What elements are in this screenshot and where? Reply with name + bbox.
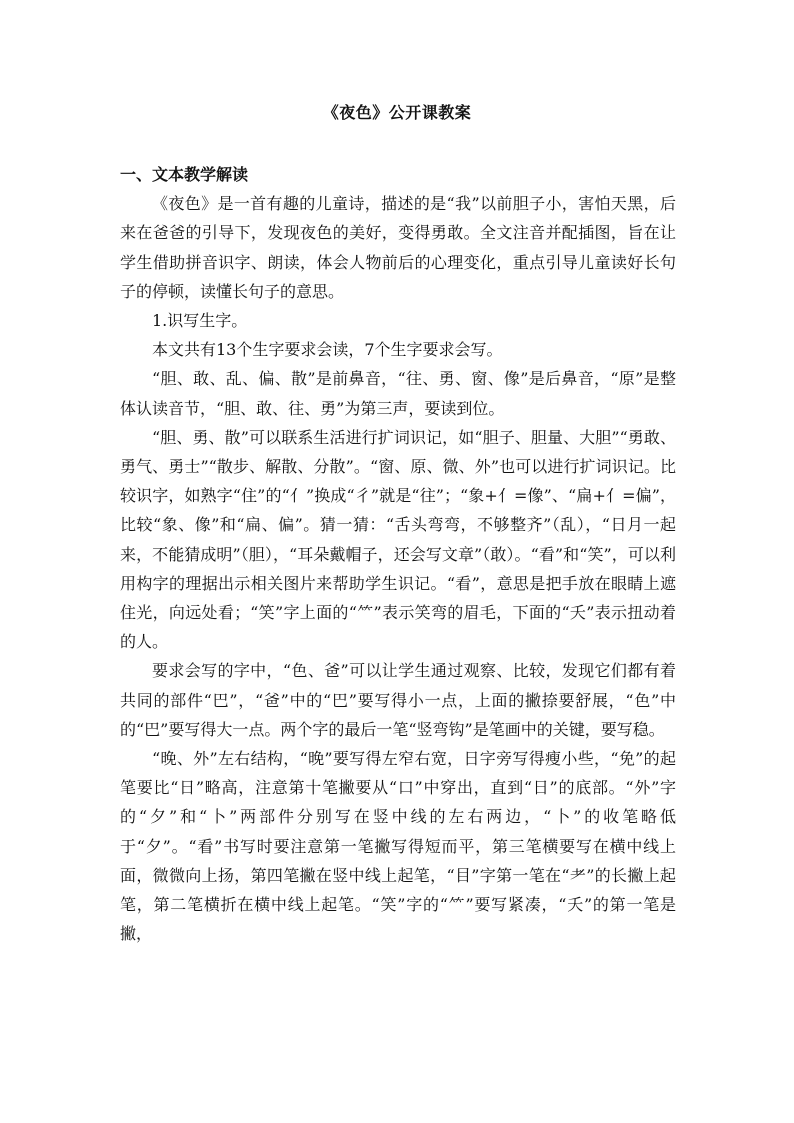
- document-body: [120, 160, 676, 948]
- paragraph-writing-se-ba: 要求会写的字中，“色、爸”可以让学生通过观察、比较，发现它们都有着共同的部件“巴”，“爸”中的“巴”要写得小一点，上面的撇捺要舒展，“色”中的“巴”要写得大一点。两个字的最后一笔“竖弯钩”是笔画中的关键，要写稳。: [120, 661, 676, 739]
- paragraph-writing-wan-wai: “晚、外”左右结构，“晚”要写得左窄右宽，日字旁写得瘦小些，“免”的起笔要比“日”略高，注意第十笔撇要从“口”中穿出，直到“日”的底部。“外”字的“夕”和“卜”两部件分别写在竖中线的左右两边，“卜”的收笔略低于“夕”。“看”书写时要注意第一笔撇写得短而平，第三笔横要写在横中线上面，微微向上扬，第四笔撇在竖中线上起笔，“目”字第一笔在“⺹”的长撇上起笔，第二笔横折在横中线上起笔。“笑”字的“⺮”要写紧凑，“夭”的第一笔是撇，: [120, 749, 676, 944]
- paragraph-character-count: 本文共有13个生字要求会读，7个生字要求会写。: [152, 340, 503, 360]
- paragraph-pronunciation: “胆、敢、乱、偏、散”是前鼻音，“往、勇、窗、像”是后鼻音，“原”是整体认读音节，“胆、敢、往、勇”为第三声，要读到位。: [120, 369, 676, 418]
- section-heading: 一、文本教学解读: [120, 165, 249, 184]
- paragraph-recognition: “胆、勇、散”可以联系生活进行扩词识记，如“胆子、胆量、大胆”“勇敢、勇气、勇士”“散步、解散、分散”。“窗、原、微、外”也可以进行扩词识记。比较识字，如熟字“住”的“亻”换成“彳”就是“往”；“象+亻=像”、“扁+亻=偏”，比较“象、像”和“扁、偏”。猜一猜：“舌头弯弯，不够整齐”（乱），“日月一起来，不能猜成明”（胆），“耳朵戴帽子，还会写文章”（敢）。“看”和“笑”，可以利用构字的理据出示相关图片来帮助学生识记。“看”，意思是把手放在眼睛上遮住光，向远处看；“笑”字上面的“⺮”表示笑弯的眉毛，下面的“夭”表示扭动着的人。: [120, 427, 676, 652]
- page-title: 《夜色》公开课教案: [322, 103, 472, 122]
- paragraph-intro: 《夜色》是一首有趣的儿童诗，描述的是“我”以前胆子小，害怕天黑，后来在爸爸的引导下，发现夜色的美好，变得勇敢。全文注音并配插图，旨在让学生借助拼音识字、朗读，体会人物前后的心理变化，重点引导儿童读好长句子的停顿，读懂长句子的意思。: [120, 194, 676, 301]
- paragraph-subheading: 1.识写生字。: [152, 311, 248, 331]
